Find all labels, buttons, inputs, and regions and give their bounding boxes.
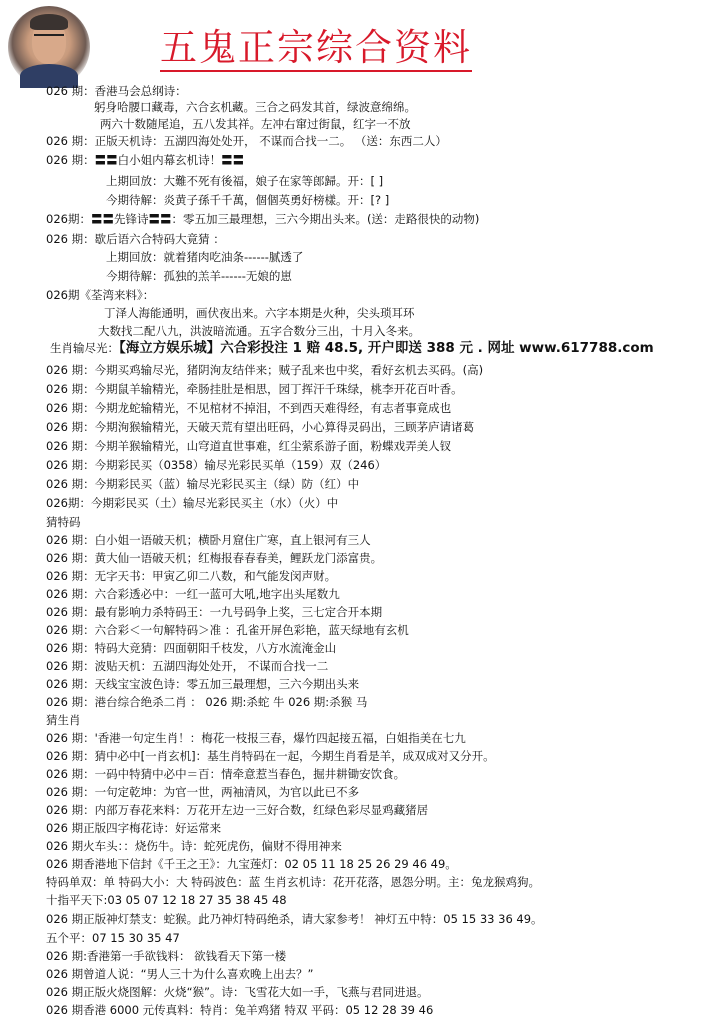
text-line: 026 期：六合彩＜一句解特码＞准 ：孔雀开屏色彩艳，蓝天绿地有玄机 — [46, 623, 409, 637]
text-line: 026 期：〓〓白小姐内幕玄机诗！〓〓 — [46, 153, 245, 167]
text-line: 026 期:香港第一手欲钱料： 欲钱看天下第一楼 — [46, 949, 287, 963]
text-line: 大数找二配八九，洪波暗流通。五字合数分三出，十月入冬来。 — [98, 324, 420, 338]
text-line: 026 期正版火烧图解：火烧“猴”。诗：飞雪花大如一手，飞燕与君同进退。 — [46, 985, 429, 999]
portrait-glasses — [34, 34, 64, 42]
text-line: 026 期：波贴天机：五湖四海处处开， 不谋而合找一二 — [46, 659, 329, 673]
text-line: 026期：今期彩民买（土）输尽光彩民买主（水）（火）中 — [46, 496, 339, 510]
text-line: 026 期：天线宝宝波色诗：零五加三最理想，三六今期出头来 — [46, 677, 360, 691]
section-heading: 猜生肖 — [46, 713, 81, 727]
text-line: 今期待解：孤独的羔羊------无娘的崽 — [106, 269, 292, 283]
text-line: 026 期：今期彩民买（0358）输尽光彩民买单（159）双（246） — [46, 458, 387, 472]
text-line: 五个平：07 15 30 35 47 — [46, 931, 180, 945]
portrait-hair — [30, 14, 68, 30]
text-line: 今期待解：炎黄子孫千千萬，個個英勇好榜樣。开：[? ] — [106, 193, 390, 207]
text-line: 十指平天下:03 05 07 12 18 27 35 38 45 48 — [46, 893, 287, 907]
ad-prefix: 生肖输尽光： — [50, 341, 119, 355]
text-line: 026 期香港 6000 元传真料：特肖：兔羊鸡猪 特双 平码：05 12 28 39 46 — [46, 1003, 434, 1017]
text-line: 026 期曾道人说：“男人三十为什么喜欢晚上出去？” — [46, 967, 314, 981]
text-line: 026 期正版神灯禁支：蛇猴。此乃神灯特码绝杀，请大家参考！ 神灯五中特：05 15 33 36 49。 — [46, 912, 543, 926]
text-line: 两六十数随尾追，五八发其祥。左冲右窜过街鼠，红字一不放 — [100, 117, 411, 131]
text-line: 026 期：'香港一句定生肖！：梅花一枝报三春，爆竹四起接五福，白姐指美在七九 — [46, 731, 466, 745]
text-line: 026 期：正版天机诗：五湖四海处处开， 不谋而合找一二。 （送：东西二人） — [46, 134, 447, 148]
ad-text[interactable]: 【海立方娱乐城】六合彩投注 1 赔 48.5, 开户即送 388 元 . 网址 www.617788.com — [119, 340, 654, 356]
text-line: 026 期：六合彩透必中：一红一蓝可大吼,地字出头尾数九 — [46, 587, 340, 601]
text-line: 026 期：一句定乾坤：为官一世，两袖清风，为官以此已不多 — [46, 785, 360, 799]
text-line: 026 期：今期洵猴输精光，天破天荒有望出旺码，小心算得灵码出，三顾茅庐请诸葛 — [46, 420, 475, 434]
text-line: 026 期：港台综合绝杀二肖 ： 026 期:杀蛇 牛 026 期:杀猴 马 — [46, 695, 368, 709]
text-line: 上期回放：就着猪肉吃油条------腻透了 — [106, 250, 304, 264]
text-line: 026 期：今期鼠羊输精光，牵肠挂肚是相思，园丁挥汗千珠绿，桃李开花百叶香。 — [46, 382, 463, 396]
section-heading: 猜特码 — [46, 515, 81, 529]
text-line: 026 期：一码中特猜中必中＝百：情牵意惹当春色，掘井耕锄安饮食。 — [46, 767, 406, 781]
text-line: 026 期：内部万春花来料：万花开左边一三好合数，红绿色彩尽显鸡藏猪居 — [46, 803, 429, 817]
text-line: 上期回放：大難不死有後福，娘子在家等郎歸。开：[ ] — [106, 174, 384, 188]
text-line: 026 期火车头：：烧伤牛。诗：蛇死虎伤，偏财不得用神来 — [46, 839, 342, 853]
text-line: 026 期：特码大竞猜：四面朝阳千枝发，八方水流淹金山 — [46, 641, 337, 655]
text-line: 026 期：最有影响力杀特码王：一九号码争上奖，三七定合开本期 — [46, 605, 383, 619]
text-line: 026 期香港地下信封《千王之王》：九宝莲灯：02 05 11 18 25 26 29 46 49。 — [46, 857, 457, 871]
text-line: 026 期：今期龙蛇输精光，不见棺材不掉泪，不到西天难得经，有志者事竟成也 — [46, 401, 452, 415]
page-title: 五鬼正宗综合资料 — [160, 26, 472, 72]
text-line: 026 期：香港马会总纲诗： — [46, 84, 187, 98]
text-line: 026 期：今期彩民买（蓝）输尽光彩民买主（绿）防（红）中 — [46, 477, 360, 491]
text-line: 026 期：今期羊猴输精光，山穹道直世事难，红尘萦系游子面，粉蝶戏弄美人钗 — [46, 439, 452, 453]
author-portrait — [8, 6, 90, 88]
text-line: 026期：〓〓先锋诗〓〓：零五加三最理想，三六今期出头来。(送：走路很快的动物) — [46, 212, 480, 226]
text-line: 026 期：猜中必中[一肖玄机]：基生肖特码在一起，今期生肖看是羊，成双成对又分开。 — [46, 749, 495, 763]
text-line: 丁泽人海能通明，画伏夜出来。六字本期是火种，尖头琐耳环 — [104, 306, 415, 320]
text-line: 026期《荃湾来料》： — [46, 288, 155, 302]
text-line: 026 期：歇后语六合特码大竟猜 ： — [46, 232, 225, 246]
ad-banner[interactable] — [50, 341, 654, 355]
text-line: 026 期：无字天书：甲寅乙卯二八数，和气能发闵声财。 — [46, 569, 337, 583]
text-line: 特码单双：单 特码大小：大 特码波色：蓝 生肖玄机诗：花开花落，恩怨分明。主：兔龙猴鸡狗。 — [46, 875, 540, 889]
text-line: 躬身哈腰口藏毒，六合玄机藏。三合之码发其首，绿波意绵绵。 — [94, 100, 416, 114]
text-line: 026 期正版四字梅花诗：好运常来 — [46, 821, 222, 835]
text-line: 026 期：白小姐一语破天机；横卧月窟住广寒，直上银河有三人 — [46, 533, 371, 547]
text-line: 026 期：今期买鸡输尽光，猪阴洵友结伴来；贼子乱来也中奖，看好玄机去买码。(高) — [46, 363, 484, 377]
text-line: 026 期：黄大仙一语破天机；红梅报春春春美，鲤跃龙门添富贵。 — [46, 551, 383, 565]
